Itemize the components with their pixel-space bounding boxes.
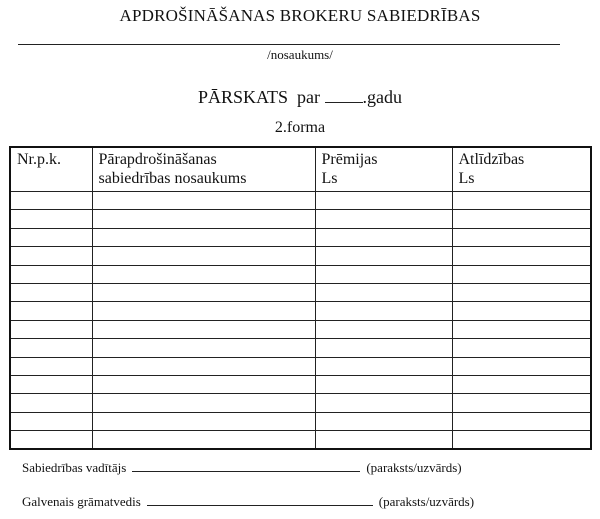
table-row — [10, 431, 591, 450]
table-cell[interactable] — [10, 247, 92, 265]
table-cell[interactable] — [315, 192, 452, 210]
col-header-premiums — [315, 147, 452, 192]
table-cell[interactable] — [10, 283, 92, 301]
table-cell[interactable] — [10, 339, 92, 357]
col-header-claims-line1: Atlīdzības — [458, 151, 525, 168]
table-row — [10, 265, 591, 283]
signature-label-manager: Sabiedrības vadītājs — [22, 460, 127, 475]
table-cell[interactable] — [315, 357, 452, 375]
table-cell[interactable] — [10, 357, 92, 375]
table-cell[interactable] — [10, 302, 92, 320]
table-cell[interactable] — [315, 431, 452, 450]
table-cell[interactable] — [452, 192, 591, 210]
form-number: 2.forma — [274, 119, 326, 136]
table-cell[interactable] — [452, 412, 591, 430]
table-cell[interactable] — [92, 375, 315, 393]
table-row — [10, 302, 591, 320]
table-header-row — [10, 147, 591, 192]
table-cell[interactable] — [315, 283, 452, 301]
table-row — [10, 228, 591, 246]
table-row — [10, 375, 591, 393]
table-cell[interactable] — [92, 412, 315, 430]
table-cell[interactable] — [92, 339, 315, 357]
table-cell[interactable] — [315, 412, 452, 430]
company-name-caption: /nosaukums/ — [267, 47, 333, 62]
table-cell[interactable] — [452, 394, 591, 412]
table-cell[interactable] — [10, 375, 92, 393]
table-body — [10, 192, 591, 450]
signature-note-manager: (paraksts/uzvārds) — [366, 460, 462, 475]
col-header-number — [10, 147, 92, 192]
table-row — [10, 283, 591, 301]
table-row — [10, 394, 591, 412]
table-row — [10, 339, 591, 357]
table-cell[interactable] — [452, 283, 591, 301]
table-cell[interactable] — [92, 357, 315, 375]
signature-label-accountant: Galvenais grāmatvedis — [22, 494, 141, 509]
table-cell[interactable] — [315, 394, 452, 412]
table-cell[interactable] — [92, 431, 315, 450]
table-cell[interactable] — [92, 210, 315, 228]
table-cell[interactable] — [452, 210, 591, 228]
signature-row-manager — [22, 458, 462, 476]
table-row — [10, 320, 591, 338]
table-cell[interactable] — [10, 265, 92, 283]
report-title-prefix: PĀRSKATS par — [197, 87, 325, 107]
table-cell[interactable] — [315, 210, 452, 228]
table-cell[interactable] — [315, 320, 452, 338]
col-header-claims-line2: Ls — [458, 170, 475, 187]
table-cell[interactable] — [452, 265, 591, 283]
table-cell[interactable] — [315, 265, 452, 283]
table-cell[interactable] — [10, 228, 92, 246]
table-cell[interactable] — [452, 375, 591, 393]
company-name-line — [18, 44, 560, 45]
signature-row-accountant — [22, 492, 474, 510]
table-cell[interactable] — [10, 210, 92, 228]
table-cell[interactable] — [92, 228, 315, 246]
col-header-claims — [452, 147, 591, 192]
signature-line-accountant[interactable] — [147, 492, 373, 506]
table-cell[interactable] — [452, 357, 591, 375]
table-cell[interactable] — [315, 302, 452, 320]
table-cell[interactable] — [315, 247, 452, 265]
table-cell[interactable] — [452, 431, 591, 450]
table-cell[interactable] — [315, 339, 452, 357]
signature-note-accountant: (paraksts/uzvārds) — [378, 494, 475, 509]
report-title — [0, 87, 600, 108]
table-row — [10, 357, 591, 375]
col-header-company-line2: sabiedrības nosaukums — [98, 170, 247, 187]
table-row — [10, 412, 591, 430]
table-cell[interactable] — [92, 283, 315, 301]
table-cell[interactable] — [452, 320, 591, 338]
table-cell[interactable] — [10, 431, 92, 450]
table-cell[interactable] — [10, 394, 92, 412]
table-row — [10, 192, 591, 210]
col-header-company-line1: Pārapdrošināšanas — [98, 151, 217, 168]
table-cell[interactable] — [10, 192, 92, 210]
reinsurance-table — [9, 146, 592, 450]
report-title-suffix: .gadu — [362, 87, 403, 107]
table-cell[interactable] — [92, 247, 315, 265]
year-blank-line — [325, 88, 363, 103]
table-cell[interactable] — [452, 228, 591, 246]
table-cell[interactable] — [10, 320, 92, 338]
col-header-company — [92, 147, 315, 192]
table-cell[interactable] — [92, 192, 315, 210]
table-row — [10, 247, 591, 265]
table-cell[interactable] — [10, 412, 92, 430]
table-cell[interactable] — [92, 265, 315, 283]
table-row — [10, 210, 591, 228]
table-cell[interactable] — [452, 247, 591, 265]
table-cell[interactable] — [92, 320, 315, 338]
table-cell[interactable] — [315, 228, 452, 246]
table-cell[interactable] — [452, 339, 591, 357]
table-cell[interactable] — [92, 394, 315, 412]
col-header-premiums-line2: Ls — [321, 170, 338, 187]
company-heading: APDROŠINĀŠANAS BROKERU SABIEDRĪBAS — [119, 6, 481, 25]
col-header-premiums-line1: Prēmijas — [321, 151, 378, 168]
signature-line-manager[interactable] — [132, 458, 360, 472]
table-cell[interactable] — [452, 302, 591, 320]
table-cell[interactable] — [315, 375, 452, 393]
col-header-number-line1: Nr.p.k. — [17, 151, 61, 168]
table-cell[interactable] — [92, 302, 315, 320]
